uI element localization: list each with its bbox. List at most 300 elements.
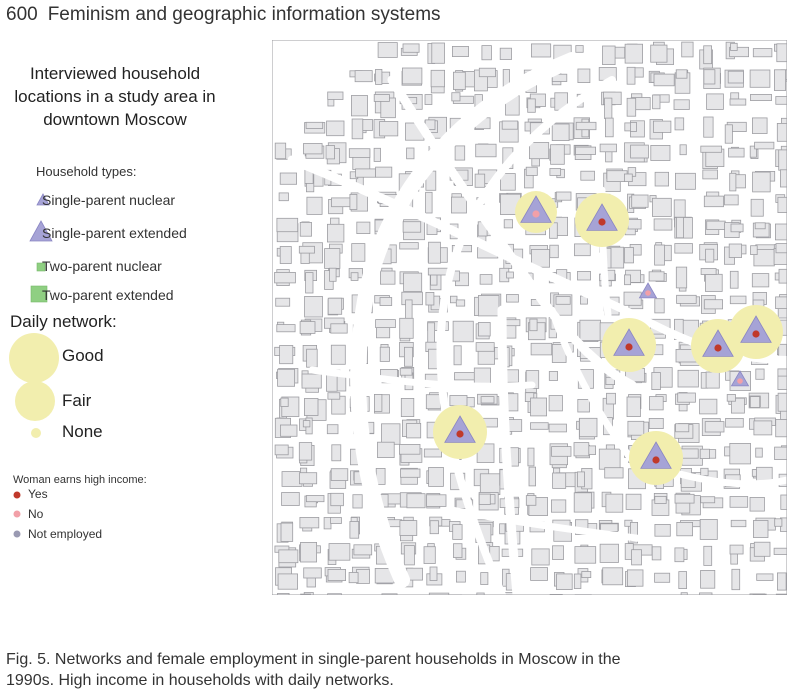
city-block	[529, 467, 536, 486]
city-block	[404, 273, 422, 291]
city-block	[578, 271, 591, 280]
city-block	[399, 444, 420, 454]
city-block	[729, 244, 741, 258]
city-block	[632, 195, 648, 207]
city-block	[350, 522, 359, 539]
city-block	[707, 221, 726, 230]
city-block	[307, 197, 322, 214]
legend-label-single-parent-nuclear: Single-parent nuclear	[42, 192, 176, 208]
city-block	[528, 448, 534, 466]
city-block	[676, 267, 686, 288]
city-block	[331, 324, 347, 333]
city-block	[777, 123, 787, 141]
city-block	[774, 70, 785, 91]
city-block	[575, 547, 596, 564]
city-block	[655, 172, 669, 186]
city-block	[474, 368, 490, 384]
city-block	[401, 398, 414, 416]
city-block	[751, 199, 763, 216]
city-block	[576, 122, 596, 129]
city-block	[678, 393, 696, 402]
city-block	[404, 546, 414, 565]
city-block	[429, 467, 444, 486]
city-block	[376, 167, 392, 177]
daily-network-label: Daily network:	[10, 312, 117, 331]
city-block	[279, 550, 298, 563]
city-block	[306, 496, 324, 502]
city-block	[729, 148, 745, 157]
city-block	[549, 396, 562, 411]
city-block	[775, 447, 787, 460]
city-block	[454, 346, 461, 365]
city-block	[701, 468, 708, 475]
city-block	[300, 517, 319, 528]
city-block	[428, 323, 435, 344]
city-block	[603, 46, 616, 65]
household-marker	[433, 405, 487, 459]
city-block	[655, 496, 666, 503]
city-block	[730, 296, 746, 304]
city-block	[624, 292, 641, 305]
city-block	[676, 70, 687, 78]
income-dot	[598, 218, 605, 225]
city-block	[778, 197, 787, 212]
legend-label-good: Good	[62, 346, 104, 365]
city-block	[706, 249, 714, 262]
city-block	[556, 297, 570, 305]
city-block	[453, 72, 465, 89]
city-block	[531, 423, 549, 430]
city-block	[550, 245, 559, 258]
city-block	[701, 497, 715, 503]
city-block	[351, 96, 367, 116]
city-block	[327, 425, 338, 434]
city-block	[328, 393, 340, 400]
city-block	[549, 424, 566, 432]
city-block	[607, 393, 616, 404]
city-block	[380, 347, 389, 361]
city-block	[357, 569, 370, 583]
city-block	[706, 372, 719, 388]
city-block	[675, 118, 684, 130]
income-yes-dot	[11, 489, 23, 501]
city-block	[731, 43, 738, 50]
city-block	[278, 574, 298, 589]
city-block	[331, 345, 345, 364]
city-block	[306, 122, 323, 128]
city-block	[730, 443, 751, 464]
city-block	[529, 143, 548, 159]
city-block	[676, 424, 689, 432]
city-block	[755, 223, 765, 229]
city-block	[750, 497, 764, 511]
income-dot	[737, 378, 743, 384]
legend-label-no: No	[28, 507, 44, 521]
city-block	[574, 574, 581, 589]
city-block	[750, 70, 770, 87]
city-block	[476, 144, 496, 157]
city-block	[599, 449, 620, 469]
city-block	[479, 68, 495, 77]
city-block	[476, 343, 494, 352]
city-block	[653, 95, 660, 109]
running-title: Feminism and geographic information systems	[47, 4, 441, 25]
city-block	[576, 147, 596, 154]
city-block	[777, 44, 787, 62]
city-block	[507, 272, 514, 278]
city-block	[556, 192, 571, 200]
city-block	[552, 447, 571, 457]
city-block	[649, 397, 663, 410]
household-marker	[729, 305, 783, 359]
city-block	[455, 373, 476, 380]
city-block	[330, 268, 337, 281]
city-block	[655, 573, 670, 582]
city-block	[327, 121, 344, 136]
household-marker	[575, 193, 629, 247]
city-block	[778, 369, 787, 376]
legend-label-none: None	[62, 422, 103, 441]
city-block	[350, 194, 357, 209]
city-block	[450, 396, 467, 406]
city-block	[403, 222, 421, 233]
city-block	[531, 568, 548, 581]
city-block	[328, 92, 343, 100]
city-block	[679, 572, 687, 589]
city-block	[407, 148, 414, 159]
city-block	[451, 197, 466, 213]
city-block	[280, 425, 297, 436]
city-block	[707, 94, 724, 110]
city-block	[581, 171, 595, 180]
city-block	[506, 320, 520, 326]
city-block	[326, 146, 335, 159]
city-block	[400, 368, 412, 375]
city-block	[624, 174, 632, 182]
city-block	[776, 97, 787, 105]
city-block	[625, 275, 631, 285]
city-block	[674, 100, 689, 110]
income-dot	[752, 330, 759, 337]
city-block	[652, 198, 671, 216]
household-marker	[602, 318, 656, 372]
city-block	[632, 550, 642, 565]
city-block	[752, 274, 769, 287]
city-block	[299, 246, 314, 253]
running-header	[6, 4, 441, 26]
city-block	[776, 420, 787, 437]
city-block	[652, 373, 661, 390]
city-block	[531, 398, 547, 416]
city-block	[400, 243, 419, 249]
city-block	[325, 249, 340, 269]
city-block	[355, 71, 372, 82]
city-block	[551, 145, 565, 165]
city-block	[378, 442, 395, 457]
city-block	[531, 44, 550, 57]
city-block	[480, 275, 492, 285]
map-title	[0, 62, 230, 131]
city-block	[356, 169, 376, 177]
city-block	[553, 473, 566, 488]
city-block	[301, 542, 317, 562]
city-block	[627, 397, 640, 417]
city-block	[378, 43, 397, 58]
city-block	[278, 369, 295, 386]
city-block	[526, 496, 536, 506]
legend-label-two-parent-nuclear: Two-parent nuclear	[42, 258, 162, 274]
city-block	[704, 546, 712, 565]
city-block	[654, 219, 672, 230]
city-block	[456, 300, 464, 306]
city-block	[551, 500, 565, 512]
legend-label-yes: Yes	[28, 487, 48, 501]
city-block	[479, 494, 490, 504]
city-block	[402, 68, 422, 84]
legend-label-fair: Fair	[62, 391, 92, 410]
city-block	[575, 244, 591, 256]
city-block	[704, 70, 715, 84]
income-label: Woman earns high income:	[13, 474, 147, 486]
city-block	[481, 573, 488, 585]
city-block	[281, 523, 293, 541]
city-block	[426, 395, 440, 409]
city-block	[429, 242, 441, 263]
city-block	[304, 568, 322, 578]
city-block	[701, 146, 722, 152]
city-block	[775, 224, 787, 240]
city-block	[353, 495, 362, 508]
city-block	[331, 469, 348, 481]
city-block	[701, 269, 716, 275]
city-block	[374, 95, 389, 102]
city-block	[752, 118, 767, 134]
city-block	[299, 443, 311, 461]
city-block	[580, 320, 601, 340]
city-block	[307, 349, 318, 367]
page-number: 600	[6, 4, 38, 25]
city-block	[652, 547, 661, 560]
city-block	[455, 146, 465, 160]
city-block	[352, 119, 363, 139]
city-block	[627, 67, 635, 84]
city-block	[502, 121, 518, 129]
fair-network-circle	[14, 380, 56, 422]
city-block	[653, 121, 671, 132]
city-block	[281, 398, 288, 406]
city-block	[582, 572, 591, 578]
city-block	[731, 224, 743, 232]
city-block	[705, 422, 724, 432]
city-block	[351, 273, 358, 281]
city-block	[655, 245, 665, 265]
city-block	[376, 320, 396, 328]
city-block	[677, 295, 697, 303]
city-block	[280, 247, 291, 264]
city-block	[731, 93, 739, 99]
city-block	[382, 424, 401, 445]
household-marker	[515, 191, 557, 233]
city-block	[275, 272, 296, 283]
city-block	[324, 518, 331, 529]
city-block	[600, 544, 618, 562]
city-block	[380, 271, 395, 284]
city-block	[349, 573, 358, 583]
city-block	[628, 421, 644, 435]
income-dot	[456, 430, 463, 437]
city-block	[280, 346, 293, 364]
city-block	[424, 449, 441, 457]
city-block	[680, 145, 686, 155]
income-dot	[652, 456, 659, 463]
city-block	[751, 246, 758, 255]
city-block	[751, 94, 772, 100]
city-block	[675, 173, 695, 189]
income-dot	[625, 343, 632, 350]
city-block	[352, 244, 365, 262]
city-block	[605, 118, 613, 137]
city-block	[500, 48, 511, 59]
city-block	[507, 295, 519, 303]
city-block	[704, 117, 713, 137]
city-block	[452, 46, 468, 56]
city-block	[280, 173, 296, 184]
city-block	[704, 46, 712, 64]
city-block	[725, 195, 739, 205]
city-block	[628, 220, 641, 230]
city-block	[431, 70, 445, 87]
city-block	[649, 272, 664, 281]
city-block	[600, 144, 616, 152]
city-block	[300, 222, 311, 236]
city-block	[677, 522, 693, 535]
map-title-line: downtown Moscow	[43, 110, 187, 129]
legend-label-two-parent-extended: Two-parent extended	[42, 287, 174, 303]
city-block	[349, 149, 370, 158]
city-block	[705, 274, 722, 291]
city-block	[754, 421, 772, 435]
city-block	[654, 74, 674, 86]
city-block	[374, 394, 382, 411]
study-area-map	[272, 40, 787, 595]
city-block	[552, 124, 569, 141]
city-block	[675, 548, 684, 562]
city-block	[626, 494, 641, 509]
city-block	[328, 569, 346, 580]
city-block	[403, 44, 419, 52]
city-block	[332, 198, 353, 207]
city-block	[453, 321, 473, 342]
income-dot	[645, 290, 651, 296]
legend-label-single-parent-extended: Single-parent extended	[42, 225, 187, 241]
city-block	[327, 374, 338, 391]
city-block	[407, 423, 421, 438]
city-block	[275, 445, 288, 455]
city-block	[426, 292, 434, 305]
city-block	[275, 143, 286, 159]
city-block	[299, 473, 316, 484]
city-block	[631, 145, 649, 158]
city-block	[302, 374, 321, 388]
city-block	[432, 43, 445, 63]
city-block	[655, 299, 664, 313]
legend-label-not-employed: Not employed	[28, 527, 103, 541]
city-block	[329, 544, 350, 561]
city-block	[727, 395, 735, 402]
city-block	[282, 493, 300, 506]
city-block	[327, 224, 344, 242]
city-block	[400, 521, 417, 536]
city-block	[700, 399, 717, 414]
city-block	[576, 46, 583, 53]
city-block	[779, 269, 787, 283]
city-block	[625, 44, 643, 63]
income-dot	[532, 210, 539, 217]
city-block	[300, 322, 315, 334]
city-block	[328, 298, 342, 314]
household-marker	[629, 431, 683, 485]
city-block	[703, 170, 718, 179]
city-block	[277, 218, 298, 231]
city-block	[374, 148, 380, 161]
city-block	[778, 393, 787, 411]
city-block	[701, 570, 715, 588]
city-block	[574, 443, 589, 456]
city-block	[480, 474, 500, 495]
city-block	[700, 519, 717, 539]
city-block	[578, 69, 590, 83]
city-block	[750, 397, 759, 408]
city-block	[530, 319, 537, 331]
city-block	[380, 122, 398, 136]
city-block	[655, 524, 670, 536]
city-block	[779, 150, 787, 170]
city-block	[526, 167, 537, 175]
city-block	[400, 318, 414, 338]
city-block	[730, 497, 748, 508]
city-block	[304, 144, 323, 154]
city-block	[452, 93, 460, 101]
city-block	[549, 372, 557, 381]
city-block	[775, 519, 782, 527]
city-block	[279, 193, 288, 201]
city-block	[454, 544, 463, 558]
city-block	[528, 99, 536, 112]
city-block	[577, 472, 584, 487]
city-block	[704, 300, 722, 309]
city-block	[755, 142, 774, 149]
city-block	[677, 217, 684, 237]
city-block	[678, 370, 698, 387]
city-block	[401, 469, 421, 477]
city-block	[730, 271, 738, 288]
city-block	[482, 46, 492, 60]
city-block	[478, 296, 499, 316]
city-block	[625, 248, 634, 263]
city-block	[780, 170, 787, 187]
city-block	[424, 547, 435, 564]
city-block	[504, 220, 512, 228]
city-block	[606, 494, 623, 512]
city-block	[753, 49, 772, 57]
city-block	[376, 69, 382, 84]
city-block	[578, 399, 590, 412]
city-block	[481, 397, 494, 403]
city-block	[651, 145, 670, 160]
city-block	[331, 493, 344, 505]
city-block	[725, 125, 732, 143]
map-title-line: locations in a study area in	[14, 87, 216, 106]
